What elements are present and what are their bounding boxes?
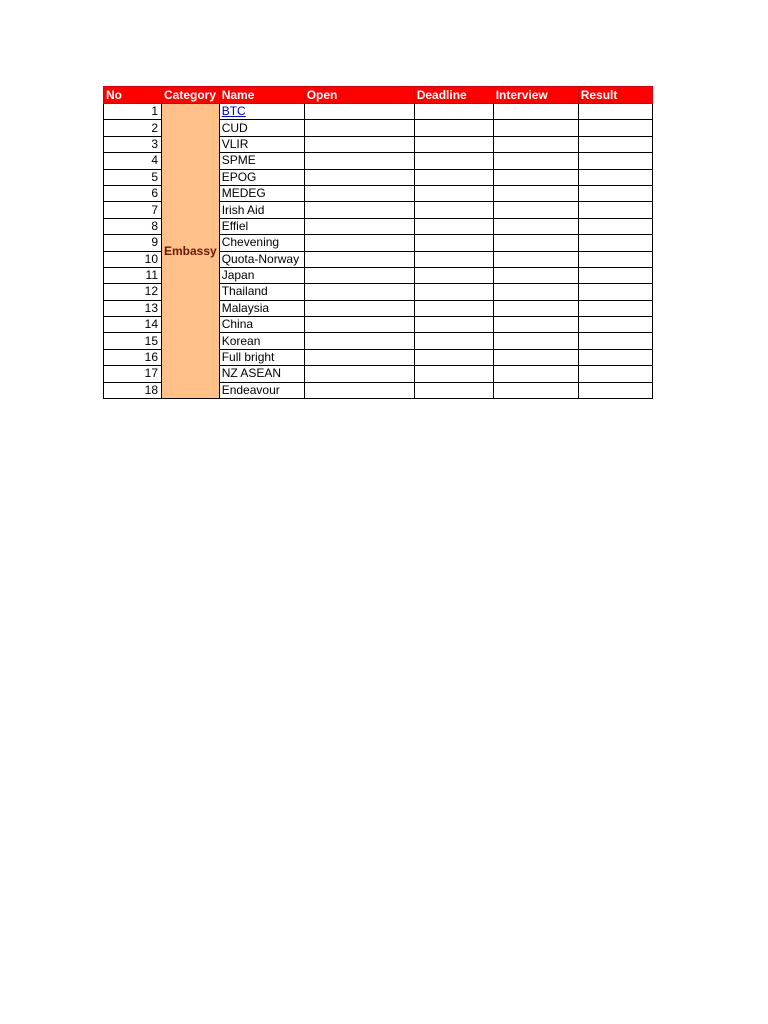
interview-cell[interactable] <box>493 153 578 169</box>
name-cell[interactable] <box>219 317 304 333</box>
open-cell[interactable] <box>304 136 414 152</box>
header-row <box>104 87 653 104</box>
interview-cell[interactable] <box>493 382 578 398</box>
open-cell[interactable] <box>304 185 414 201</box>
result-cell[interactable] <box>578 333 652 349</box>
open-cell[interactable] <box>304 267 414 283</box>
deadline-cell[interactable] <box>414 153 493 169</box>
result-cell[interactable] <box>578 136 652 152</box>
deadline-cell[interactable] <box>414 169 493 185</box>
header-name: Name <box>219 87 304 104</box>
name-text: CUD <box>221 120 248 135</box>
header-interview: Interview <box>493 87 578 104</box>
name-cell[interactable] <box>219 300 304 316</box>
interview-cell[interactable] <box>493 333 578 349</box>
name-cell[interactable] <box>219 136 304 152</box>
row-number: 4 <box>104 153 162 169</box>
deadline-cell[interactable] <box>414 235 493 251</box>
name-text: Chevening <box>221 235 280 250</box>
deadline-cell[interactable] <box>414 333 493 349</box>
name-cell[interactable] <box>219 267 304 283</box>
row-number: 5 <box>104 169 162 185</box>
deadline-cell[interactable] <box>414 317 493 333</box>
name-text: VLIR <box>221 136 249 151</box>
open-cell[interactable] <box>304 333 414 349</box>
table-row <box>104 104 653 120</box>
name-text: Korean <box>221 333 261 348</box>
result-cell[interactable] <box>578 300 652 316</box>
name-text: Japan <box>221 268 255 283</box>
interview-cell[interactable] <box>493 120 578 136</box>
interview-cell[interactable] <box>493 251 578 267</box>
name-cell[interactable] <box>219 251 304 267</box>
open-cell[interactable] <box>304 349 414 365</box>
name-link[interactable]: BTC <box>221 104 246 119</box>
name-text: Effiel <box>221 218 249 233</box>
name-cell[interactable] <box>219 153 304 169</box>
deadline-cell[interactable] <box>414 300 493 316</box>
category-cell[interactable]: Embassy <box>162 104 220 399</box>
row-number: 8 <box>104 218 162 234</box>
result-cell[interactable] <box>578 284 652 300</box>
name-text: China <box>221 317 254 332</box>
interview-cell[interactable] <box>493 317 578 333</box>
name-text: NZ ASEAN <box>221 366 282 381</box>
interview-cell[interactable] <box>493 284 578 300</box>
row-number: 3 <box>104 136 162 152</box>
open-cell[interactable] <box>304 218 414 234</box>
name-text: MEDEG <box>221 186 266 201</box>
name-cell[interactable] <box>219 185 304 201</box>
interview-cell[interactable] <box>493 267 578 283</box>
open-cell[interactable] <box>304 284 414 300</box>
name-cell[interactable] <box>219 284 304 300</box>
deadline-cell[interactable] <box>414 104 493 120</box>
interview-cell[interactable] <box>493 169 578 185</box>
header-category: Category <box>162 87 220 104</box>
interview-cell[interactable] <box>493 136 578 152</box>
header-open: Open <box>304 87 414 104</box>
name-cell[interactable] <box>219 202 304 218</box>
row-number: 13 <box>104 300 162 316</box>
open-cell[interactable] <box>304 120 414 136</box>
row-number: 12 <box>104 284 162 300</box>
result-cell[interactable] <box>578 349 652 365</box>
result-cell[interactable] <box>578 267 652 283</box>
open-cell[interactable] <box>304 153 414 169</box>
name-text: SPME <box>221 153 256 168</box>
open-cell[interactable] <box>304 382 414 398</box>
name-cell[interactable] <box>219 349 304 365</box>
interview-cell[interactable] <box>493 300 578 316</box>
name-cell[interactable] <box>219 169 304 185</box>
deadline-cell[interactable] <box>414 218 493 234</box>
deadline-cell[interactable] <box>414 284 493 300</box>
open-cell[interactable] <box>304 104 414 120</box>
interview-cell[interactable] <box>493 104 578 120</box>
interview-cell[interactable] <box>493 349 578 365</box>
result-cell[interactable] <box>578 169 652 185</box>
interview-cell[interactable] <box>493 218 578 234</box>
header-no: No <box>104 87 162 104</box>
name-cell[interactable] <box>219 366 304 382</box>
open-cell[interactable] <box>304 251 414 267</box>
row-number: 16 <box>104 349 162 365</box>
deadline-cell[interactable] <box>414 120 493 136</box>
result-cell[interactable] <box>578 120 652 136</box>
result-cell[interactable] <box>578 251 652 267</box>
name-text: Full bright <box>221 350 275 365</box>
header-deadline: Deadline <box>414 87 493 104</box>
deadline-cell[interactable] <box>414 349 493 365</box>
row-number: 1 <box>104 104 162 120</box>
name-cell[interactable] <box>219 104 304 120</box>
table-body <box>104 104 653 399</box>
open-cell[interactable] <box>304 317 414 333</box>
result-cell[interactable] <box>578 104 652 120</box>
name-cell[interactable] <box>219 382 304 398</box>
result-cell[interactable] <box>578 218 652 234</box>
result-cell[interactable] <box>578 366 652 382</box>
result-cell[interactable] <box>578 185 652 201</box>
open-cell[interactable] <box>304 202 414 218</box>
name-cell[interactable] <box>219 235 304 251</box>
deadline-cell[interactable] <box>414 267 493 283</box>
deadline-cell[interactable] <box>414 136 493 152</box>
row-number: 9 <box>104 235 162 251</box>
name-text: Malaysia <box>221 300 270 315</box>
row-number: 2 <box>104 120 162 136</box>
name-text: EPOG <box>221 169 257 184</box>
interview-cell[interactable] <box>493 202 578 218</box>
deadline-cell[interactable] <box>414 382 493 398</box>
name-text: Irish Aid <box>221 202 265 217</box>
name-text: Endeavour <box>221 382 280 397</box>
result-cell[interactable] <box>578 153 652 169</box>
result-cell[interactable] <box>578 382 652 398</box>
open-cell[interactable] <box>304 235 414 251</box>
interview-cell[interactable] <box>493 235 578 251</box>
row-number: 10 <box>104 251 162 267</box>
deadline-cell[interactable] <box>414 202 493 218</box>
name-cell[interactable] <box>219 218 304 234</box>
interview-cell[interactable] <box>493 366 578 382</box>
deadline-cell[interactable] <box>414 366 493 382</box>
name-text: Quota-Norway <box>221 251 300 266</box>
name-cell[interactable] <box>219 120 304 136</box>
open-cell[interactable] <box>304 169 414 185</box>
row-number: 11 <box>104 267 162 283</box>
row-number: 14 <box>104 317 162 333</box>
interview-cell[interactable] <box>493 185 578 201</box>
deadline-cell[interactable] <box>414 251 493 267</box>
open-cell[interactable] <box>304 300 414 316</box>
row-number: 7 <box>104 202 162 218</box>
row-number: 18 <box>104 382 162 398</box>
result-cell[interactable] <box>578 202 652 218</box>
result-cell[interactable] <box>578 317 652 333</box>
deadline-cell[interactable] <box>414 185 493 201</box>
result-cell[interactable] <box>578 235 652 251</box>
row-number: 15 <box>104 333 162 349</box>
open-cell[interactable] <box>304 366 414 382</box>
row-number: 17 <box>104 366 162 382</box>
scholarship-table <box>103 86 653 399</box>
row-number: 6 <box>104 185 162 201</box>
name-text: Thailand <box>221 284 268 299</box>
header-result: Result <box>578 87 652 104</box>
name-cell[interactable] <box>219 333 304 349</box>
